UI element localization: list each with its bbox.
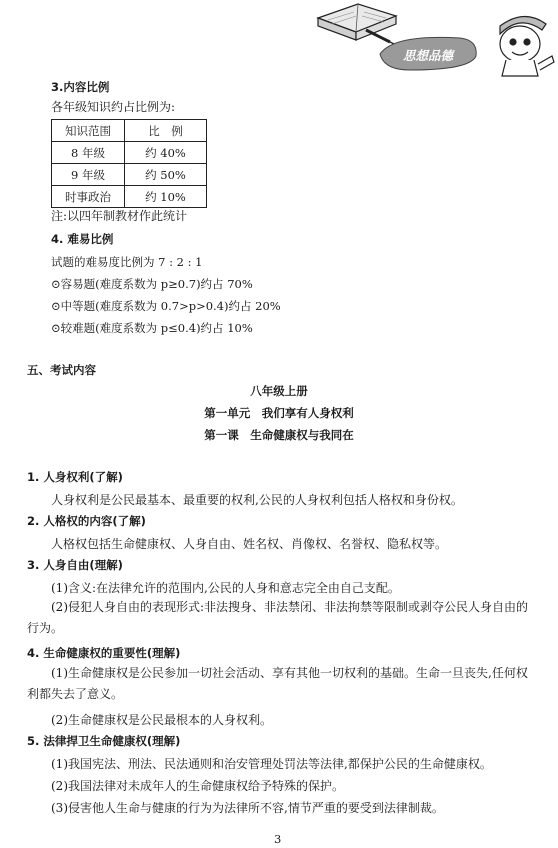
table-header-cell: 比 例 bbox=[125, 120, 207, 142]
difficulty-line: 试题的难易度比例为 7 : 2 : 1 bbox=[51, 255, 203, 269]
difficulty-line: ⊙容易题(难度系数为 p≥0.7)约占 70% bbox=[51, 277, 253, 291]
table-cell: 9 年级 bbox=[52, 164, 125, 186]
table-cell: 约 40% bbox=[125, 142, 207, 164]
item-2-body: 人格权包括生命健康权、人身自由、姓名权、肖像权、名誉权、隐私权等。 bbox=[51, 537, 448, 551]
table-cell: 约 50% bbox=[125, 164, 207, 186]
item-1-body: 人身权利是公民最基本、最重要的权利,公民的人身权利包括人格权和身份权。 bbox=[51, 493, 463, 507]
header-decoration bbox=[310, 0, 558, 80]
item-1-title: 1. 人身权利(了解) bbox=[27, 470, 123, 484]
table-note: 注:以四年制教材作此统计 bbox=[51, 209, 188, 223]
ratio-table bbox=[51, 119, 207, 208]
section-3-intro: 各年级知识约占比例为: bbox=[51, 100, 176, 114]
unit-heading: 第一单元 我们享有人身权利 bbox=[204, 406, 354, 420]
subject-label: 思想品德 bbox=[402, 48, 454, 63]
item-4-point-1: (1)生命健康权是公民参加一切社会活动、享有其他一切权利的基础。生命一旦丧失,任何权利都失去了意义。 bbox=[27, 666, 528, 701]
item-5-point-1: (1)我国宪法、刑法、民法通则和治安管理处罚法等法律,都保护公民的生命健康权。 bbox=[51, 757, 492, 771]
item-3-title: 3. 人身自由(理解) bbox=[27, 558, 123, 572]
table-header-row bbox=[52, 120, 207, 142]
difficulty-line: ⊙中等题(难度系数为 0.7>p>0.4)约占 20% bbox=[51, 299, 281, 313]
table-cell: 8 年级 bbox=[52, 142, 125, 164]
item-3-point-2: (2)侵犯人身自由的表现形式:非法搜身、非法禁闭、非法拘禁等限制或剥夺公民人身自由的行为。 bbox=[27, 600, 529, 635]
table-row bbox=[52, 142, 207, 164]
section-4-title: 4. 难易比例 bbox=[51, 232, 114, 246]
item-5-title: 5. 法律捍卫生命健康权(理解) bbox=[27, 734, 181, 748]
section-3-title: 3.内容比例 bbox=[51, 80, 110, 94]
item-2-title: 2. 人格权的内容(了解) bbox=[27, 514, 146, 528]
grade-heading: 八年级上册 bbox=[250, 384, 308, 398]
table-cell: 时事政治 bbox=[52, 186, 125, 208]
item-4-point-2: (2)生命健康权是公民最根本的人身权利。 bbox=[51, 713, 272, 727]
table-row bbox=[52, 164, 207, 186]
page-number: 3 bbox=[274, 832, 282, 846]
cartoon-student-icon bbox=[500, 16, 554, 76]
item-5-point-2: (2)我国法律对未成年人的生命健康权给予特殊的保护。 bbox=[51, 779, 345, 793]
lesson-heading: 第一课 生命健康权与我同在 bbox=[204, 428, 354, 442]
table-row bbox=[52, 186, 207, 208]
item-4-title: 4. 生命健康权的重要性(理解) bbox=[27, 646, 181, 660]
item-5-point-3: (3)侵害他人生命与健康的行为为法律所不容,情节严重的要受到法律制裁。 bbox=[51, 801, 444, 815]
table-header-cell: 知识范围 bbox=[52, 120, 125, 142]
book-pen-icon bbox=[318, 4, 396, 44]
item-3-point-1: (1)含义:在法律允许的范围内,公民的人身和意志完全由自己支配。 bbox=[51, 581, 400, 595]
section-5-title: 五、考试内容 bbox=[27, 363, 96, 377]
table-cell: 约 10% bbox=[125, 186, 207, 208]
difficulty-line: ⊙较难题(难度系数为 p≤0.4)约占 10% bbox=[51, 321, 253, 335]
